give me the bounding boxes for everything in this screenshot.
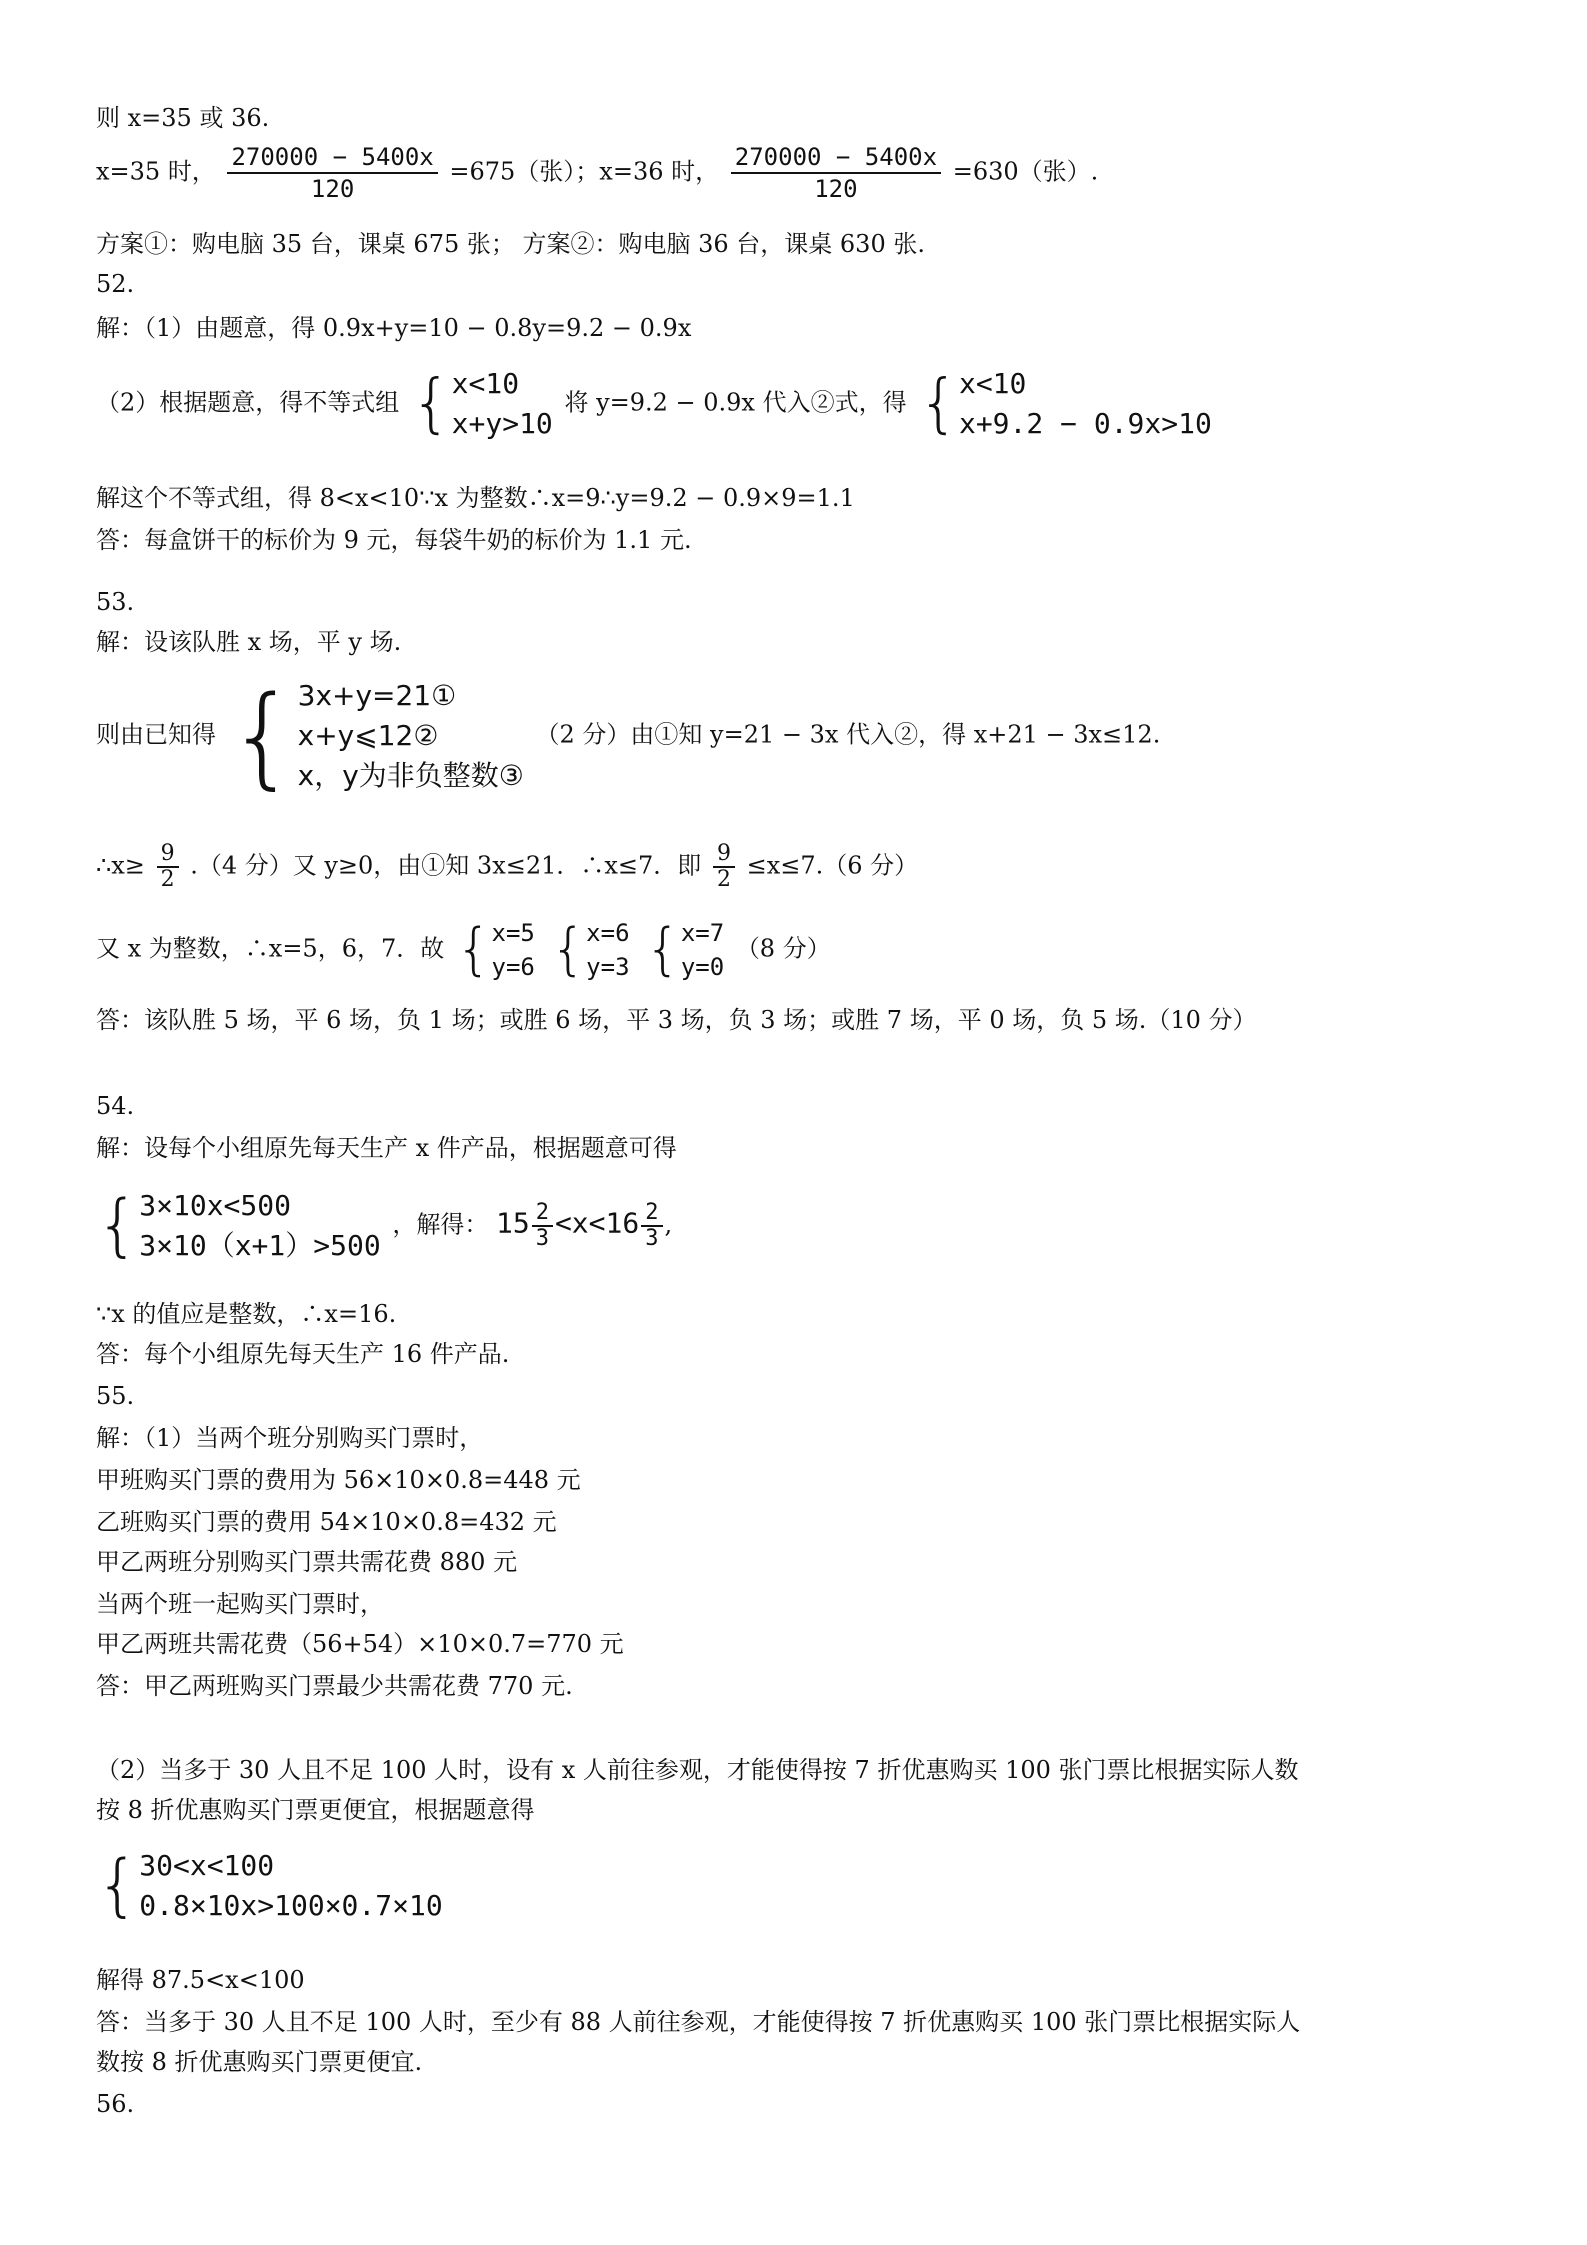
equation-system	[96, 1186, 381, 1266]
text-line: 解：设该队胜 x 场，平 y 场.	[96, 628, 402, 656]
fraction-denominator: 2	[716, 867, 731, 892]
fraction-numerator: 2	[532, 1201, 553, 1227]
question-number: 52.	[96, 270, 135, 298]
system-row: 30<x<100	[139, 1849, 275, 1882]
formula-line	[96, 672, 1161, 800]
system-row: y=3	[586, 953, 630, 981]
fraction	[713, 842, 735, 892]
text-segment: 则由已知得	[96, 720, 216, 749]
fraction-denominator: 3	[645, 1226, 659, 1251]
formula-line	[96, 916, 831, 984]
fraction-denominator: 120	[814, 175, 858, 203]
formula-line	[92, 1846, 447, 1926]
fraction	[157, 842, 179, 892]
equation-system	[645, 916, 724, 984]
brace-icon: {	[227, 672, 298, 800]
text-segment: ≤x≤7.（6 分）	[746, 851, 919, 880]
text-segment: 又 x 为整数，∴x=5，6，7．故	[96, 934, 445, 963]
equation-system	[227, 672, 524, 800]
system-row: x+y>10	[451, 407, 553, 440]
text-line: 解：设每个小组原先每天生产 x 件产品，根据题意可得	[96, 1134, 677, 1162]
brace-icon: {	[918, 367, 959, 441]
question-number: 53.	[96, 588, 135, 616]
text-line: 答：每盒饼干的标价为 9 元，每袋牛奶的标价为 1.1 元.	[96, 526, 692, 554]
text-segment: <x<16	[554, 1206, 640, 1240]
brace-icon: {	[645, 917, 681, 982]
system-row: x=7	[680, 919, 725, 947]
fraction	[532, 1201, 553, 1251]
brace-icon: {	[455, 917, 492, 982]
brace-icon: {	[550, 917, 587, 982]
text-line: 解：（1）当两个班分别购买门票时，	[96, 1424, 484, 1452]
question-number: 55.	[96, 1382, 135, 1410]
text-line: 解这个不等式组，得 8<x<10∵x 为整数∴x=9∴y=9.2 − 0.9×9=1.1	[96, 484, 855, 512]
text-line: 甲乙两班共需花费（56+54）×10×0.7=770 元	[96, 1630, 624, 1658]
formula-line	[96, 842, 918, 892]
brace-icon: {	[410, 367, 452, 441]
text-line: ∵x 的值应是整数，∴x=16.	[96, 1300, 397, 1328]
system-row: 3x+y=21①	[297, 679, 457, 712]
text-line: 甲班购买门票的费用为 56×10×0.8=448 元	[96, 1466, 581, 1494]
text-segment: （2）根据题意，得不等式组	[96, 388, 400, 417]
mixed-number-whole: 15	[495, 1206, 530, 1240]
text-line: 甲乙两班分别购买门票共需花费 880 元	[96, 1548, 518, 1576]
fraction-numerator: 9	[157, 842, 179, 868]
system-row: 0.8×10x>100×0.7×10	[139, 1889, 443, 1922]
text-segment: =675（张）；x=36 时，	[449, 157, 720, 186]
text-line: 乙班购买门票的费用 54×10×0.8=432 元	[96, 1508, 557, 1536]
formula-line	[96, 364, 1216, 444]
text-line: 答：甲乙两班购买门票最少共需花费 770 元.	[96, 1672, 573, 1700]
question-number: 54.	[96, 1092, 135, 1120]
brace-icon: {	[96, 1186, 140, 1265]
system-row: x<10	[451, 367, 520, 400]
fraction	[227, 142, 437, 204]
text-segment: ∴x≥	[96, 851, 145, 880]
text-segment: x=35 时，	[96, 157, 216, 186]
formula-line	[96, 142, 1098, 204]
text-segment: （8 分）	[735, 934, 831, 963]
text-segment: （2 分）由①知 y=21 − 3x 代入②，得 x+21 − 3x≤12.	[535, 720, 1161, 749]
fraction-denominator: 2	[160, 867, 175, 892]
equation-system	[456, 916, 535, 984]
fraction-denominator: 120	[310, 175, 355, 203]
text-segment: ，解得：	[392, 1210, 489, 1239]
system-row: y=0	[680, 953, 725, 981]
text-line: 解：（1）由题意，得 0.9x+y=10 − 0.8y=9.2 − 0.9x	[96, 314, 692, 342]
equation-system	[918, 364, 1212, 444]
text-line: 答：该队胜 5 场，平 6 场，负 1 场；或胜 6 场，平 3 场，负 3 场；或胜 7 场，平 0 场，负 5 场.（10 分）	[96, 1006, 1257, 1034]
question-number: 56.	[96, 2090, 135, 2118]
equation-system	[411, 364, 553, 444]
system-row: x+y⩽12②	[297, 719, 439, 752]
text-line: 方案①：购电脑 35 台，课桌 675 张； 方案②：购电脑 36 台，课桌 630 张.	[96, 230, 925, 258]
text-line: 则 x=35 或 36.	[96, 104, 270, 132]
text-line: 答：每个小组原先每天生产 16 件产品.	[96, 1340, 510, 1368]
text-line: 当两个班一起购买门票时，	[96, 1590, 384, 1618]
system-row: 3×10（x+1）>500	[139, 1229, 381, 1262]
system-row: x=6	[586, 919, 630, 947]
fraction-numerator: 270000 − 5400x	[227, 142, 437, 174]
equation-system	[96, 1846, 443, 1926]
system-row: x=5	[491, 919, 535, 947]
fraction-numerator: 2	[641, 1201, 662, 1227]
text-segment: 将 y=9.2 − 0.9x 代入②式，得	[564, 388, 907, 417]
text-segment: =630（张）.	[952, 157, 1099, 186]
system-row: 3×10x<500	[139, 1189, 291, 1222]
text-line: （2）当多于 30 人且不足 100 人时，设有 x 人前往参观，才能使得按 7 折优惠购买 100 张门票比根据实际人数	[96, 1756, 1299, 1784]
text-line: 解得 87.5<x<100	[96, 1966, 305, 1994]
equation-system	[551, 916, 630, 984]
text-line: 数按 8 折优惠购买门票更便宜.	[96, 2048, 423, 2076]
system-row: x，y为非负整数③	[297, 759, 524, 792]
text-line: 答：当多于 30 人且不足 100 人时，至少有 88 人前往参观，才能使得按 7 折优惠购买 100 张门票比根据实际人	[96, 2008, 1301, 2036]
system-row: x<10	[958, 367, 1027, 400]
text-line: 按 8 折优惠购买门票更便宜，根据题意得	[96, 1796, 535, 1824]
brace-icon: {	[96, 1846, 140, 1925]
text-segment: .（4 分）又 y≥0，由①知 3x≤21．∴x≤7．即	[190, 851, 702, 880]
fraction-denominator: 3	[535, 1226, 549, 1251]
system-row: y=6	[491, 953, 535, 981]
text-segment: ,	[664, 1210, 673, 1239]
fraction	[731, 142, 941, 204]
fraction	[641, 1201, 662, 1251]
fraction-numerator: 9	[713, 842, 735, 868]
system-row: x+9.2 − 0.9x>10	[958, 407, 1212, 440]
fraction-numerator: 270000 − 5400x	[731, 142, 941, 174]
formula-line	[92, 1186, 672, 1266]
